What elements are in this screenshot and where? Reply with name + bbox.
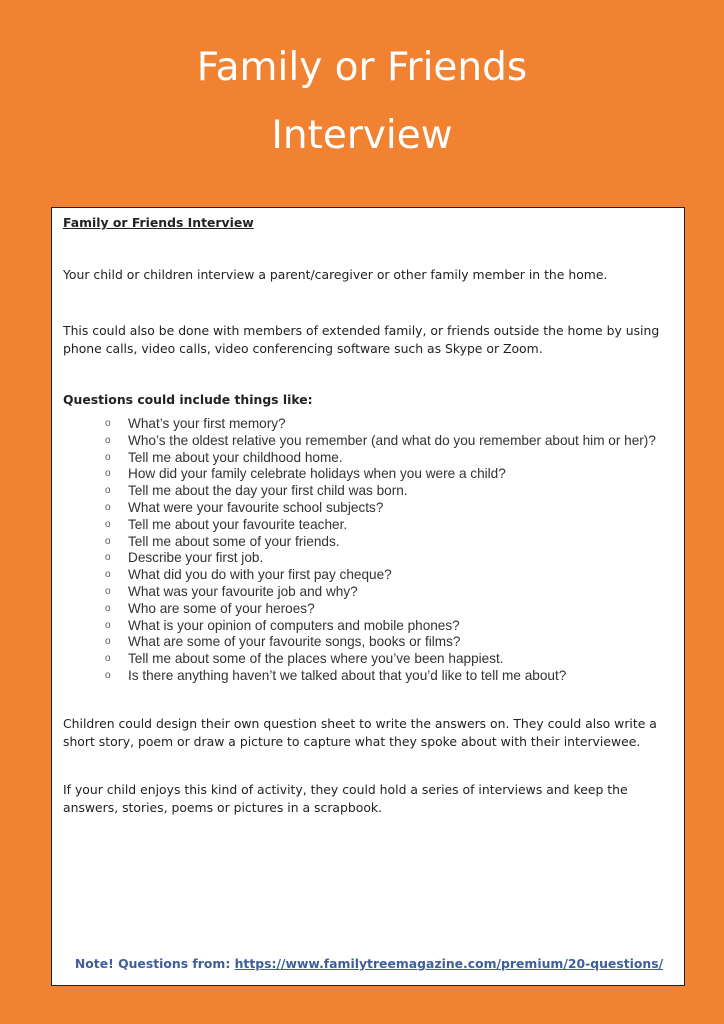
- list-item: o What did you do with your first pay cheque?: [105, 567, 677, 584]
- list-item: o What were your favourite school subjects?: [105, 500, 677, 517]
- list-item: o What is your opinion of computers and mobile phones?: [105, 618, 677, 635]
- list-item: o What are some of your favourite songs, books or films?: [105, 634, 677, 651]
- page-title-line-1: Family or Friends: [196, 45, 528, 90]
- scrapbook-paragraph: If your child enjoys this kind of activity, they could hold a series of interviews and keep the answers, stories, poems or pictures in a scrapbook.: [63, 781, 628, 815]
- list-item: o Describe your first job.: [105, 550, 677, 567]
- list-item: o Who are some of your heroes?: [105, 601, 677, 618]
- extended-family-paragraph: This could also be done with members of extended family, or friends outside the home by using phone calls, video calls, video conferencing software such as Skype or Zoom.: [63, 323, 660, 356]
- card-content: [63, 214, 677, 817]
- source-note-label: Note! Questions from:: [74, 956, 231, 971]
- page-title: [0, 34, 724, 170]
- design-sheet-paragraph: Children could design their own question sheet to write the answers on. They could also write a short story, poem or draw a picture to capture what they spoke about with their interviewee.: [63, 715, 657, 749]
- source-link[interactable]: https://www.familytreemagazine.com/premium/20-questions/: [234, 956, 664, 971]
- page-title-line-2: Interview: [271, 113, 453, 158]
- intro-paragraph: Your child or children interview a parent/caregiver or other family member in the home.: [63, 267, 608, 282]
- list-item: o Tell me about some of your friends.: [105, 534, 677, 551]
- list-item: o What’s your first memory?: [105, 416, 677, 433]
- source-note: [52, 956, 686, 971]
- list-item: o What was your favourite job and why?: [105, 584, 677, 601]
- questions-list: [63, 416, 677, 685]
- list-item: o Tell me about your childhood home.: [105, 450, 677, 467]
- list-item: o Tell me about the day your first child was born.: [105, 483, 677, 500]
- interview-card: [51, 207, 685, 986]
- list-item: o How did your family celebrate holidays when you were a child?: [105, 466, 677, 483]
- list-item: o Who’s the oldest relative you remember (and what do you remember about him or her)?: [105, 433, 677, 450]
- list-item: o Tell me about your favourite teacher.: [105, 517, 677, 534]
- list-item: o Tell me about some of the places where you’ve been happiest.: [105, 651, 677, 668]
- questions-heading: Questions could include things like:: [63, 392, 313, 407]
- list-item: o Is there anything haven’t we talked about that you’d like to tell me about?: [105, 668, 677, 685]
- card-heading: Family or Friends Interview: [63, 215, 254, 230]
